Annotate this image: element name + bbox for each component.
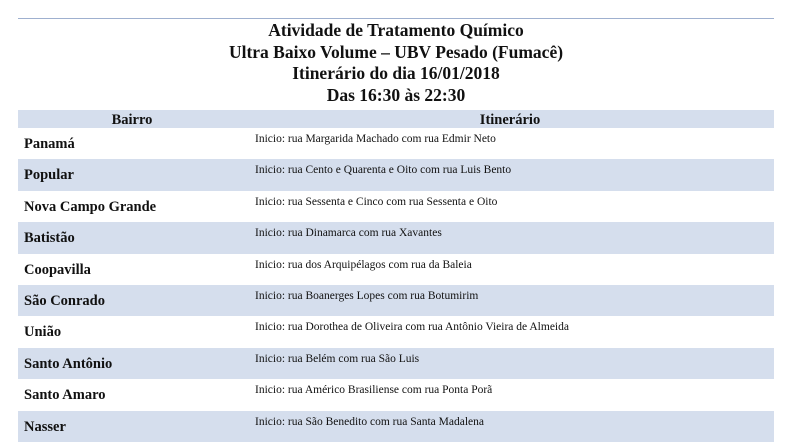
table-row	[18, 348, 774, 379]
column-header-itinerario: Itinerário	[479, 111, 541, 128]
itinerary-hours: Das 16:30 às 22:30	[326, 84, 466, 105]
itinerario-cell: Inicio: rua Cento e Quarenta e Oito com rua Luis Bento	[255, 164, 512, 177]
itinerary-table	[18, 110, 774, 442]
top-rule	[18, 18, 774, 19]
table-row	[18, 222, 774, 253]
document-header	[18, 20, 774, 106]
bairro-cell: Batistão	[24, 230, 75, 247]
itinerario-cell: Inicio: rua São Benedito com rua Santa Madalena	[255, 415, 484, 428]
bairro-cell: São Conrado	[24, 292, 105, 309]
table-row	[18, 159, 774, 190]
bairro-cell: União	[24, 324, 62, 341]
column-header-bairro: Bairro	[111, 111, 153, 128]
bairro-cell: Santo Amaro	[24, 387, 106, 404]
bairro-cell: Panamá	[24, 136, 75, 152]
bairro-cell: Nasser	[24, 418, 66, 435]
document-title: Atividade de Tratamento Químico	[268, 20, 524, 40]
bairro-cell: Coopavilla	[24, 261, 91, 278]
table-row	[18, 254, 774, 285]
itinerario-cell: Inicio: rua Dinamarca com rua Xavantes	[255, 227, 442, 240]
table-row	[18, 379, 774, 410]
table-header-row	[18, 110, 774, 128]
itinerario-cell: Inicio: rua Margarida Machado com rua Edmir Neto	[255, 133, 496, 145]
itinerario-cell: Inicio: rua Dorothea de Oliveira com rua Antônio Vieira de Almeida	[255, 321, 569, 334]
bairro-cell: Popular	[24, 167, 74, 184]
itinerary-date: Itinerário do dia 16/01/2018	[292, 63, 500, 83]
table-row	[18, 411, 774, 442]
table-row	[18, 128, 774, 159]
table-row	[18, 191, 774, 222]
bairro-cell: Nova Campo Grande	[24, 198, 157, 215]
itinerario-cell: Inicio: rua Belém com rua São Luis	[255, 352, 420, 365]
table-row	[18, 285, 774, 316]
itinerario-cell: Inicio: rua Sessenta e Cinco com rua Sessenta e Oito	[255, 195, 498, 208]
document-subtitle: Ultra Baixo Volume – UBV Pesado (Fumacê)	[228, 41, 564, 62]
itinerario-cell: Inicio: rua Boanerges Lopes com rua Botumirim	[255, 289, 479, 302]
itinerario-cell: Inicio: rua Américo Brasiliense com rua Ponta Porã	[255, 384, 493, 397]
itinerario-cell: Inicio: rua dos Arquipélagos com rua da Baleia	[255, 258, 472, 271]
table-row	[18, 316, 774, 347]
bairro-cell: Santo Antônio	[24, 355, 113, 372]
